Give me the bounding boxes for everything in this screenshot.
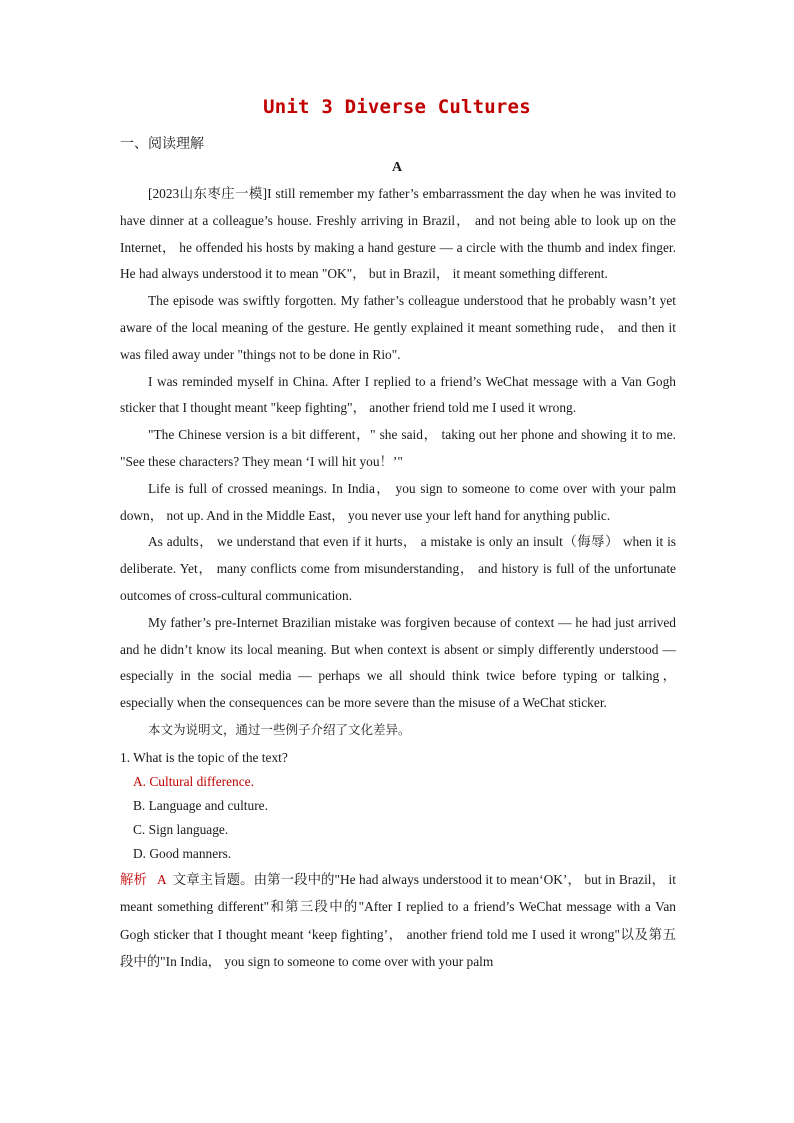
analysis-label: 解析 [120, 871, 147, 887]
paragraph: [2023山东枣庄一模]I still remember my father’s embarrassment the day when he was invited to have dinner at a colleague’s house. Freshly arriving in Brazil， and not being able to look up on the Internet， he offended his hosts by making a hand gesture — a circle with the thumb and index finger. He had always understood it to mean "OK"， but in Brazil， it meant something different. [120, 186, 676, 282]
passage-label: A [391, 160, 403, 175]
paragraph: Life is full of crossed meanings. In India， you sign to someone to come over with your palm down， not up. And in the Middle East， you never use your left hand for anything public. [120, 480, 676, 523]
question-stem: 1. What is the topic of the text? [120, 749, 288, 765]
passage-note: 本文为说明文，通过一些例子介绍了文化差异。 [148, 722, 411, 737]
analysis-answer: A [156, 871, 167, 887]
paragraph: I was reminded myself in China. After I replied to a friend’s WeChat message with a Van Gogh sticker that I thought meant "keep fighting"， another friend told me I used it wrong. [120, 373, 676, 416]
paragraph: "The Chinese version is a bit different，" she said， taking out her phone and showing it to me. "See these characters? They mean ‘I will hit you！’" [120, 427, 676, 469]
analysis-text: 文章主旨题。由第一段中的"He had always understood it to mean‘OK’， but in Brazil， it meant something different"和第三段中的"After I replied to a friend’s WeChat message with a Van Gogh sticker that I thought meant ‘keep fighting’， another friend told me I used it wrong"以及第五段中的"In India， you sign to someone to come over with your palm [120, 871, 676, 970]
option-d: D. Good manners. [133, 845, 232, 861]
option-b: B. Language and culture. [133, 797, 268, 813]
option-a: A. Cultural difference. [133, 773, 254, 789]
paragraph: As adults， we understand that even if it hurts， a mistake is only an insult（侮辱） when it is deliberate. Yet， many conflicts come from misunderstanding， and history is full of the unfortunate outcomes of cross-cultural communication. [120, 534, 676, 603]
analysis-block [120, 866, 676, 976]
option-c: C. Sign language. [133, 821, 229, 837]
paragraph: My father’s pre-Internet Brazilian mistake was forgiven because of context — he had just arrived and he didn’t know its local meaning. But when context is absent or simply differently understood — especially in the social media — perhaps we all should think twice before typing or talking， especially when the consequences can be more severe than the misuse of a WeChat sticker. [120, 614, 676, 711]
document-body [120, 181, 676, 976]
paragraph: The episode was swiftly forgotten. My father’s colleague understood that he probably wasn’t yet aware of the local meaning of the gesture. He gently explained it meant something rude， and then it was filed away under "things not to be done in Rio". [120, 293, 676, 362]
question-options [120, 770, 676, 866]
page-title: Unit 3 Diverse Cultures [263, 96, 531, 118]
section-heading: 一、阅读理解 [120, 136, 204, 152]
